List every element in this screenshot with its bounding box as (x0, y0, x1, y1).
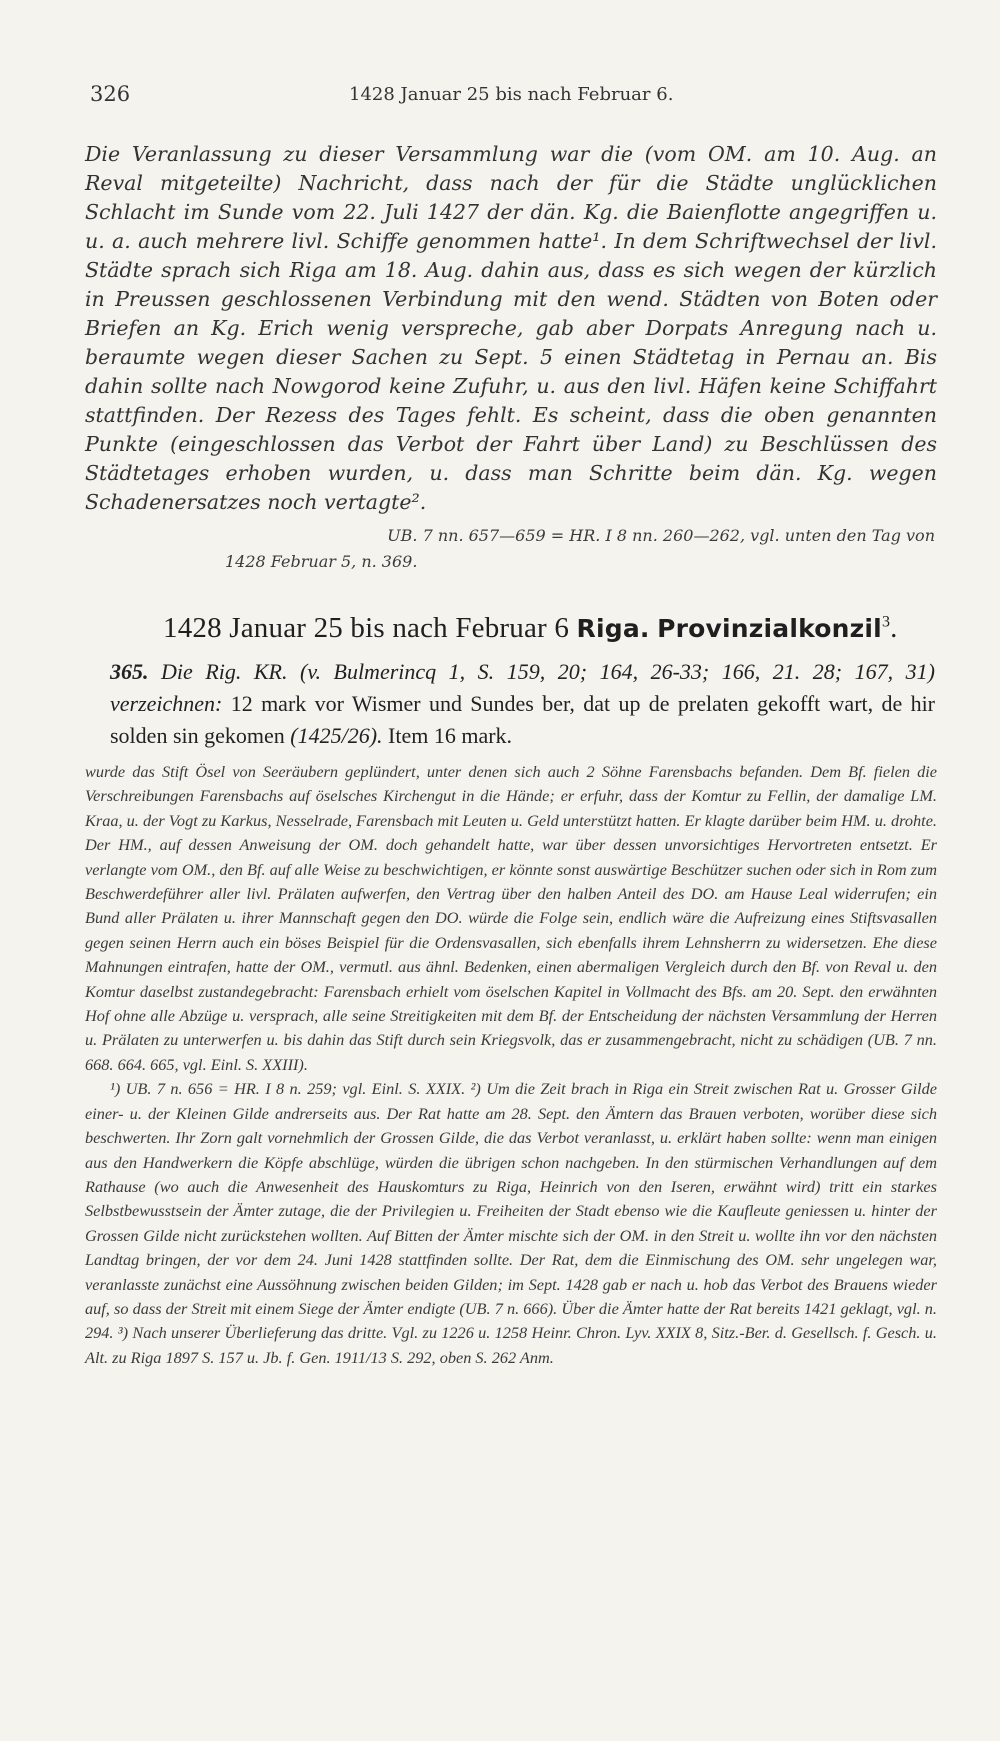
entry-source: Die Rig. KR. (v. Bulmerincq 1, S. 159, 20; 164, 26-33; 166, 21. 28; 167, 31) verzeichnen: (110, 659, 935, 716)
citation-line-2: 1428 Februar 5, n. 369. (225, 552, 418, 571)
entry-number: 365. (110, 659, 149, 684)
heading-note-ref: 3 (881, 613, 891, 631)
page-number: 326 (90, 82, 131, 106)
entry-text-end: Item 16 mark. (388, 723, 513, 748)
footnote-list: ¹) UB. 7 n. 656 = HR. I 8 n. 259; vgl. Einl. S. XXIX. ²) Um die Zeit brach in Riga ein Streit zwischen Rat u. Grosser Gilde einer- u. der Kleinen Gilde andrerseits aus. Der Rat hatte am 28. Sept. den Ämtern das Brauen verboten, worüber diese sich beschwerten. Ihr Zorn galt vornehmlich der Grossen Gilde, die das Verbot veranlasst, u. erklärt haben sollte: wenn man einigen aus den Handwerkern die Köpfe abschlüge, würden die übrigen schon nachgeben. In den stürmischen Verhandlungen auf dem Rathause (wo auch die Anwesenheit des Hauskomturs zu Riga, Heinrich von den Iseren, erwähnt wird) tritt ein starkes Selbstbewusstsein der Ämter zutage, die der Privilegien u. Freiheiten der Stadt ebenso wie die Kaufleute geniessen u. hinter der Grossen Gilde nicht zurückstehen wollten. Auf Bitten der Ämter mischte sich der OM. in den Streit u. wollte ihn vor den nächsten Landtag bringen, der vor dem 24. Juni 1428 stattfinden sollte. Der Rat, dem die Einmischung des OM. sehr ungelegen war, veranlasste zunächst eine Aussöhnung zwischen beiden Gilden; im Sept. 1428 gab er nach u. hob das Verbot des Brauens wieder auf, so dass der Streit mit einem Siege der Ämter endigte (UB. 7 n. 666). Über die Ämter hatte der Rat bereits 1421 geklagt, vgl. n. 294. ³) Nach unserer Überlieferung das dritte. Vgl. zu 1226 u. 1258 Heinr. Chron. Lyv. XXIX 8, Sitz.-Ber. d. Gesellsch. f. Gesch. u. Alt. zu Riga 1897 S. 157 u. Jb. f. Gen. 1911/13 S. 292, oben S. 262 Anm. (85, 1079, 937, 1367)
citation-line-1: UB. 7 nn. 657—659 = HR. I 8 nn. 260—262, vgl. unten den Tag von (387, 526, 935, 545)
running-title: 1428 Januar 25 bis nach Februar 6. (349, 84, 674, 105)
heading-date: 1428 Januar 25 bis nach Februar 6 (163, 612, 570, 644)
introduction (85, 140, 937, 517)
footnote-continuation: wurde das Stift Ösel von Seeräubern geplündert, unter denen sich auch 2 Söhne Farensbachs befanden. Dem Bf. fielen die Verschreibungen Farensbachs auf öselsches Kirchengut in die Hände; er erfuhr, dass der Komtur zu Fellin, der damalige LM. Kraa, u. der Vogt zu Karkus, Nesselrade, Farensbach mit Leuten u. Geld unterstützt hatten. Er klagte darüber beim HM. u. drohte. Der HM., auf dessen Anweisung der OM. doch gehandelt hatte, war über dessen unvorsichtiges Hervortreten entsetzt. Er verlangte vom OM., den Bf. auf alle Weise zu beschwichtigen, er könnte sonst auswärtige Beschützer suchen oder sich in Rom zum Beschwerdeführer aller livl. Prälaten aufwerfen, den Vertrag über den halben Anteil des DO. am Hause Leal widerrufen; ein Bund aller Prälaten u. ihrer Mannschaft gegen den DO. würde die Folge sein, endlich wäre die Aufreizung eines Stiftsvasallen gegen seinen Herrn auch ein böses Beispiel für die Ordensvasallen, sich ebenfalls ihrem Lehnsherrn zu widersetzen. Ehe diese Mahnungen eintrafen, hatte der OM., vermutl. aus ähnl. Bedenken, einen abermaligen Vergleich durch den Bf. von Reval u. den Komtur daselbst zustandegebracht: Farensbach erhielt vom öselschen Kapitel in Vollmacht des Bfs. am 20. Sept. den erwähnten Hof ohne alle Abzüge u. versprach, alle seine Streitigkeiten mit dem Bf. der Entscheidung der nächsten Versammlung der Herren u. Prälaten zu unterwerfen u. bis dahin das Stift durch sein Kriegsvolk, das er zusammengebracht, nicht zu schädigen (UB. 7 nn. 668. 664. 665, vgl. Einl. S. XXIII). (85, 762, 937, 1074)
footnotes (85, 760, 937, 1370)
heading-title: Provinzialkonzil (657, 614, 882, 643)
heading-period: . (890, 612, 898, 644)
entry-date: (1425/26). (290, 723, 383, 748)
section-heading (163, 612, 898, 645)
introduction-text: Die Veranlassung zu dieser Versammlung war die (vom OM. am 10. Aug. an Reval mitgeteilte) Nachricht, dass nach der für die Städte unglücklichen Schlacht im Sunde vom 22. Juli 1427 der dän. Kg. die Baienflotte angegriffen u. u. a. auch mehrere livl. Schiffe genommen hatte¹. In dem Schriftwechsel der livl. Städte sprach sich Riga am 18. Aug. dahin aus, dass es sich wegen der kürzlich in Preussen geschlossenen Verbindung mit den wend. Städten von Boten oder Briefen an Kg. Erich wenig verspreche, gab aber Dorpats Anregung nach u. beraumte wegen dieser Sachen zu Sept. 5 einen Städtetag in Pernau an. Bis dahin sollte nach Nowgorod keine Zufuhr, u. aus den livl. Häfen keine Schiffahrt stattfinden. Der Rezess des Tages fehlt. Es scheint, dass die oben genannten Punkte (eingeschlossen das Verbot der Fahrt über Land) zu Beschlüssen des Städtetages erhoben wurden, u. dass man Schritte beim dän. Kg. wegen Schadenersatzes noch vertagte². (85, 142, 937, 514)
entry-text: 12 mark vor Wismer und Sundes ber, dat up de prelaten gekofft wart, de hir solden sin gekomen (110, 691, 936, 748)
entry-365 (110, 656, 935, 752)
heading-place: Riga. (576, 614, 650, 643)
introduction-citation (225, 523, 935, 575)
